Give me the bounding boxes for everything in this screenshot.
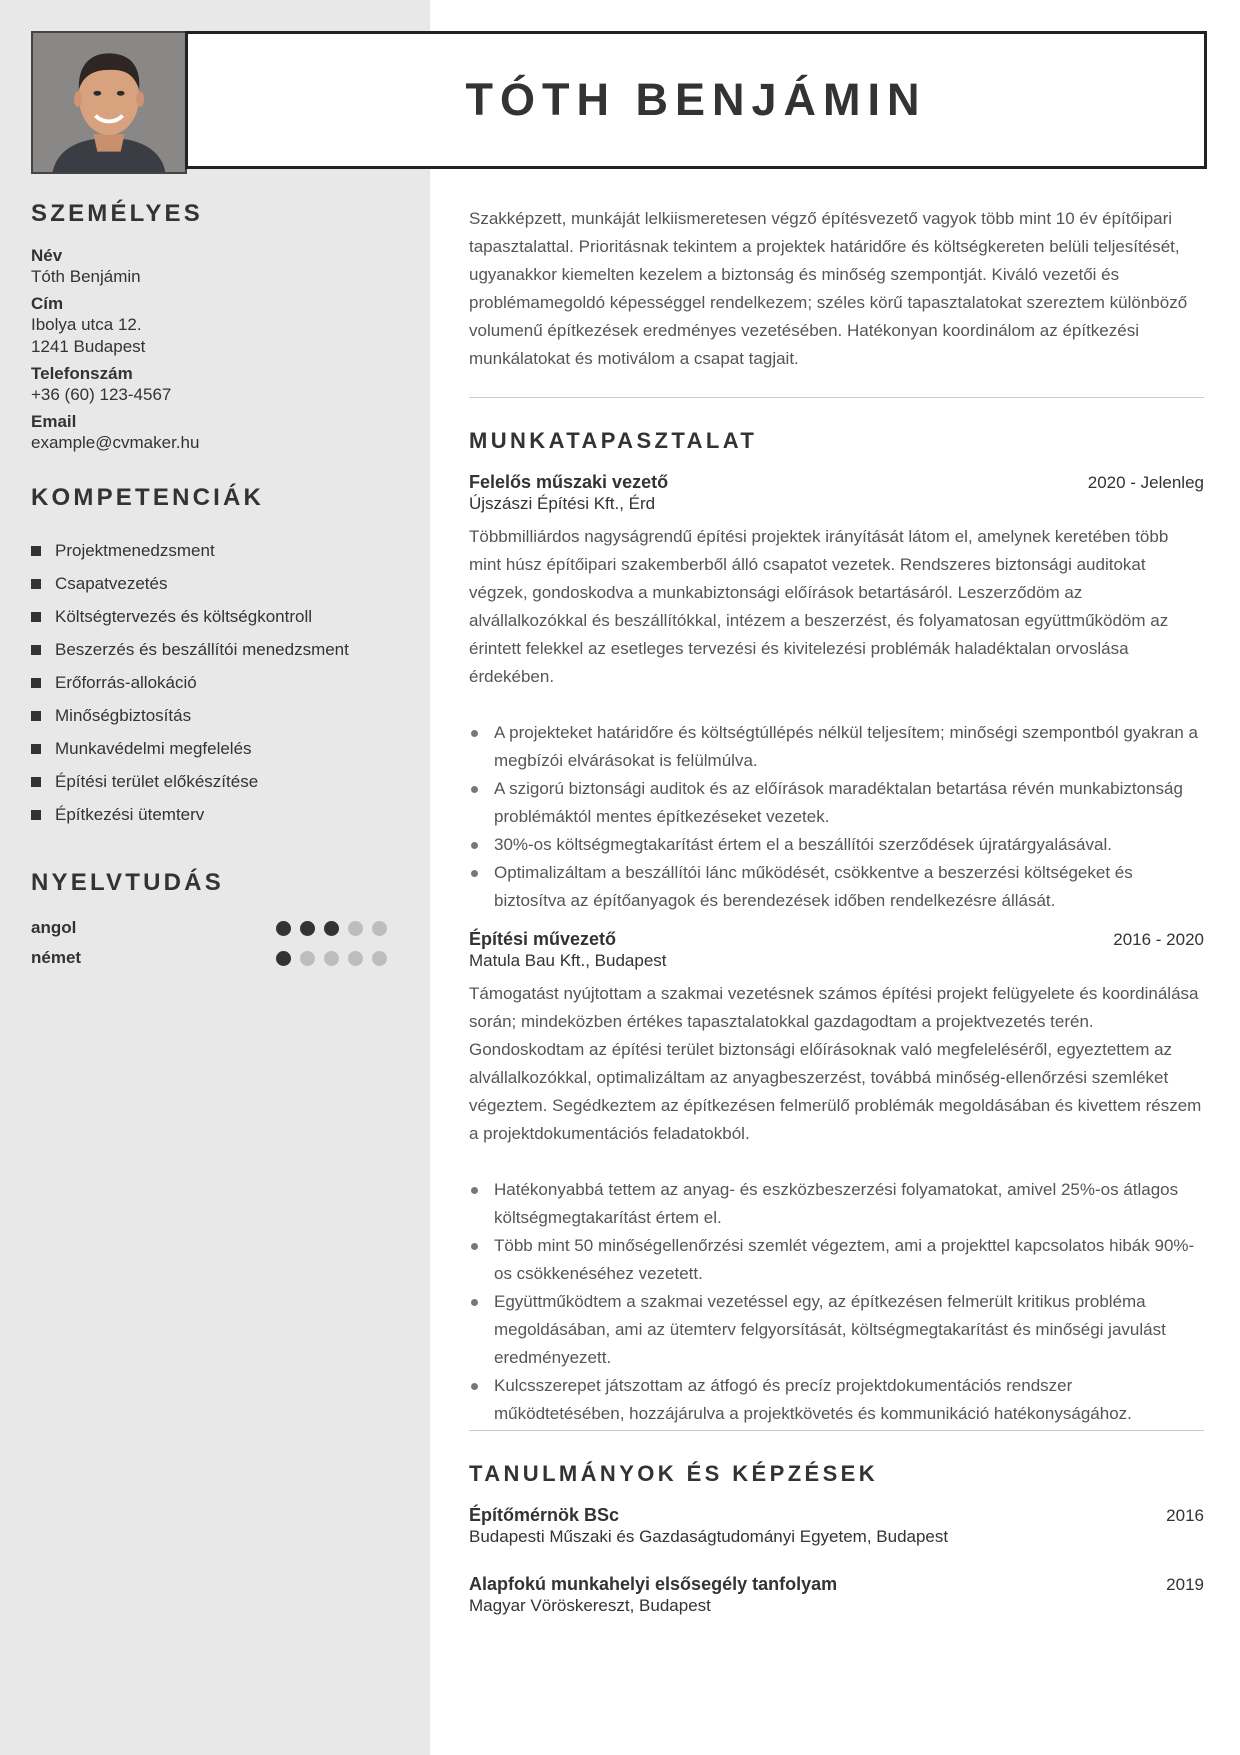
person-portrait-icon — [33, 33, 185, 172]
experience-heading: MUNKATAPASZTALAT — [469, 428, 758, 453]
email-label: Email — [31, 412, 77, 431]
jobs-list — [469, 472, 1204, 1428]
language-name: német — [31, 948, 82, 967]
section-divider — [469, 1430, 1204, 1431]
education-title: Alapfokú munkahelyi elsősegély tanfolyam — [469, 1574, 838, 1594]
education-section — [469, 1461, 1204, 1617]
skill-item — [31, 732, 401, 765]
job-description: Többmilliárdos nagyságrendű építési projektek irányítását látom el, amelynek keretében több mint húsz építőipari szakemberből álló csapatot vezetek. Rendszeres biztonsági auditokat végzek, gondoskodva a munkabiztonsági előírások betartásáról. Leszerződöm az alvállalkozókkal és beszállítókkal, intézem a beszerzést, és folyamatosan együttműködöm az érintett felekkel az esetleges tervezési és kivitelezési problémák haladéktalan orvoslása érdekében. — [469, 527, 1169, 686]
education-date: 2016 — [1166, 1506, 1204, 1525]
achievement-item: A projekteket határidőre és költségtúllépés nélkül teljesítem; minőségi szempontból gyakran a megbízói elvárásokat is felülmúlva. — [469, 719, 1204, 775]
skill-label: Beszerzés és beszállítói menedzsment — [55, 640, 349, 659]
job-header — [469, 472, 1204, 493]
languages-heading: NYELVTUDÁS — [31, 869, 224, 896]
skill-label: Költségtervezés és költségkontroll — [55, 607, 313, 626]
job-title: Felelős műszaki vezető — [469, 472, 669, 492]
level-dot-filled — [276, 951, 291, 966]
level-dot-filled — [324, 921, 339, 936]
square-bullet-icon — [31, 579, 41, 589]
email-value: example@cvmaker.hu — [31, 433, 200, 452]
main-content — [469, 205, 1204, 1617]
languages-list — [31, 913, 401, 973]
square-bullet-icon — [31, 810, 41, 820]
skill-label: Csapatvezetés — [55, 574, 168, 593]
name-banner — [185, 31, 1207, 169]
skills-list — [31, 534, 401, 831]
education-date: 2019 — [1166, 1575, 1204, 1594]
job-date: 2020 - Jelenleg — [1087, 473, 1204, 492]
education-title: Építőmérnök BSc — [469, 1505, 620, 1525]
achievement-item: Több mint 50 minőségellenőrzési szemlét végeztem, ami a projekttel kapcsolatos hibák 90%-os csökkenéséhez vezetett. — [469, 1232, 1204, 1288]
level-dot-empty — [348, 921, 363, 936]
job-date: 2016 - 2020 — [1113, 930, 1204, 949]
job-header — [469, 929, 1204, 950]
job-description: Támogatást nyújtottam a szakmai vezetésnek számos építési projekt felügyelete és koordinálása során; mindeközben értékes tapasztalatokkal gazdagodtam a projektvezetés terén. Gondoskodtam az építési terület biztonsági előírásoknak való megfeleléséről, egyeztettem az alvállalkozókkal, optimalizáltam az anyagbeszerzést, továbbá minőség-ellenőrzési szemléket végeztem. Segédkeztem az építkezésen felmerülő problémák megoldásában és kivettem részem a projektdokumentációs feladatokból. — [469, 984, 1202, 1143]
square-bullet-icon — [31, 744, 41, 754]
square-bullet-icon — [31, 777, 41, 787]
achievement-list — [469, 1176, 1204, 1428]
section-divider — [469, 397, 1204, 398]
education-school: Magyar Vöröskereszt, Budapest — [469, 1596, 711, 1615]
phone-value: +36 (60) 123-4567 — [31, 385, 172, 404]
education-header — [469, 1505, 1204, 1526]
sidebar-content — [31, 200, 401, 973]
name-value: Tóth Benjámin — [31, 267, 141, 286]
skill-label: Munkavédelmi megfelelés — [55, 739, 252, 758]
skills-heading: KOMPETENCIÁK — [31, 484, 265, 511]
personal-section — [31, 200, 401, 454]
education-list — [469, 1505, 1204, 1617]
personal-details — [31, 246, 401, 454]
skill-item — [31, 798, 401, 831]
education-entry — [469, 1574, 1204, 1617]
candidate-name: TÓTH BENJÁMIN — [465, 74, 927, 125]
language-row — [31, 943, 387, 973]
square-bullet-icon — [31, 612, 41, 622]
language-name: angol — [31, 918, 77, 937]
achievement-item: A szigorú biztonsági auditok és az előírások maradéktalan betartása révén munkabiztonság problémáktól mentes építkezéseket vezetek. — [469, 775, 1204, 831]
education-header — [469, 1574, 1204, 1595]
languages-section — [31, 869, 401, 973]
skill-item — [31, 666, 401, 699]
square-bullet-icon — [31, 711, 41, 721]
achievement-list — [469, 719, 1204, 915]
square-bullet-icon — [31, 546, 41, 556]
skill-item — [31, 600, 401, 633]
job-company: Újszászi Építési Kft., Érd — [469, 494, 656, 513]
personal-heading: SZEMÉLYES — [31, 200, 203, 227]
language-level — [276, 921, 387, 936]
education-heading: TANULMÁNYOK ÉS KÉPZÉSEK — [469, 1461, 879, 1486]
address-line2: 1241 Budapest — [31, 337, 146, 356]
level-dot-empty — [300, 951, 315, 966]
level-dot-empty — [372, 951, 387, 966]
level-dot-filled — [300, 921, 315, 936]
skill-label: Építési terület előkészítése — [55, 772, 259, 791]
education-school: Budapesti Műszaki és Gazdaságtudományi Egyetem, Budapest — [469, 1527, 949, 1546]
skill-label: Minőségbiztosítás — [55, 706, 192, 725]
language-row — [31, 913, 387, 943]
skill-label: Építkezési ütemterv — [55, 805, 205, 824]
level-dot-empty — [372, 921, 387, 936]
job-company: Matula Bau Kft., Budapest — [469, 951, 667, 970]
level-dot-filled — [276, 921, 291, 936]
skill-item — [31, 534, 401, 567]
skill-item — [31, 633, 401, 666]
skill-label: Erőforrás-allokáció — [55, 673, 197, 692]
skills-section — [31, 484, 401, 831]
skill-item — [31, 567, 401, 600]
square-bullet-icon — [31, 678, 41, 688]
name-label: Név — [31, 246, 63, 265]
address-line1: Ibolya utca 12. — [31, 315, 142, 334]
achievement-item: Kulcsszerepet játszottam az átfogó és precíz projektdokumentációs rendszer működtetésében, hozzájárulva a projektkövetés és kommunikáció hatékonyságához. — [469, 1372, 1204, 1428]
skill-item — [31, 699, 401, 732]
profile-summary: Szakképzett, munkáját lelkiismeretesen végző építésvezető vagyok több mint 10 év építőipari tapasztalattal. Prioritásnak tekintem a projektek határidőre és költségkereten belüli teljesítését, ugyanakkor kiemelten kezelem a biztonság és minőség szempontját. Kiváló vezetői és problémamegoldó képességgel rendelkezem; széles körű tapasztalatokat szereztem különböző volumenű építkezések eredményes vezetésében. Hatékonyan koordinálom az építkezési munkálatokat és motiválom a csapat tagjait. — [469, 209, 1188, 368]
phone-label: Telefonszám — [31, 364, 133, 383]
skill-item — [31, 765, 401, 798]
square-bullet-icon — [31, 645, 41, 655]
experience-section — [469, 428, 1204, 1428]
language-level — [276, 951, 387, 966]
level-dot-empty — [324, 951, 339, 966]
achievement-item: 30%-os költségmegtakarítást értem el a beszállítói szerződések újratárgyalásával. — [469, 831, 1204, 859]
profile-photo — [31, 31, 187, 174]
address-label: Cím — [31, 294, 64, 313]
skill-label: Projektmenedzsment — [55, 541, 215, 560]
level-dot-empty — [348, 951, 363, 966]
job-entry — [469, 929, 1204, 1428]
achievement-item: Optimalizáltam a beszállítói lánc működését, csökkentve a beszerzési költségeket és biztosítva az építőanyagok és berendezések időben rendelkezésre állását. — [469, 859, 1204, 915]
achievement-item: Hatékonyabbá tettem az anyag- és eszközbeszerzési folyamatokat, amivel 25%-os átlagos költségmegtakarítást értem el. — [469, 1176, 1204, 1232]
job-entry — [469, 472, 1204, 915]
achievement-item: Együttműködtem a szakmai vezetéssel egy, az építkezésen felmerült kritikus probléma megoldásában, ami az ütemterv felgyorsítását, költségmegtakarítást és minőségi javulást eredményezett. — [469, 1288, 1204, 1372]
education-entry — [469, 1505, 1204, 1548]
job-title: Építési művezető — [469, 929, 617, 949]
